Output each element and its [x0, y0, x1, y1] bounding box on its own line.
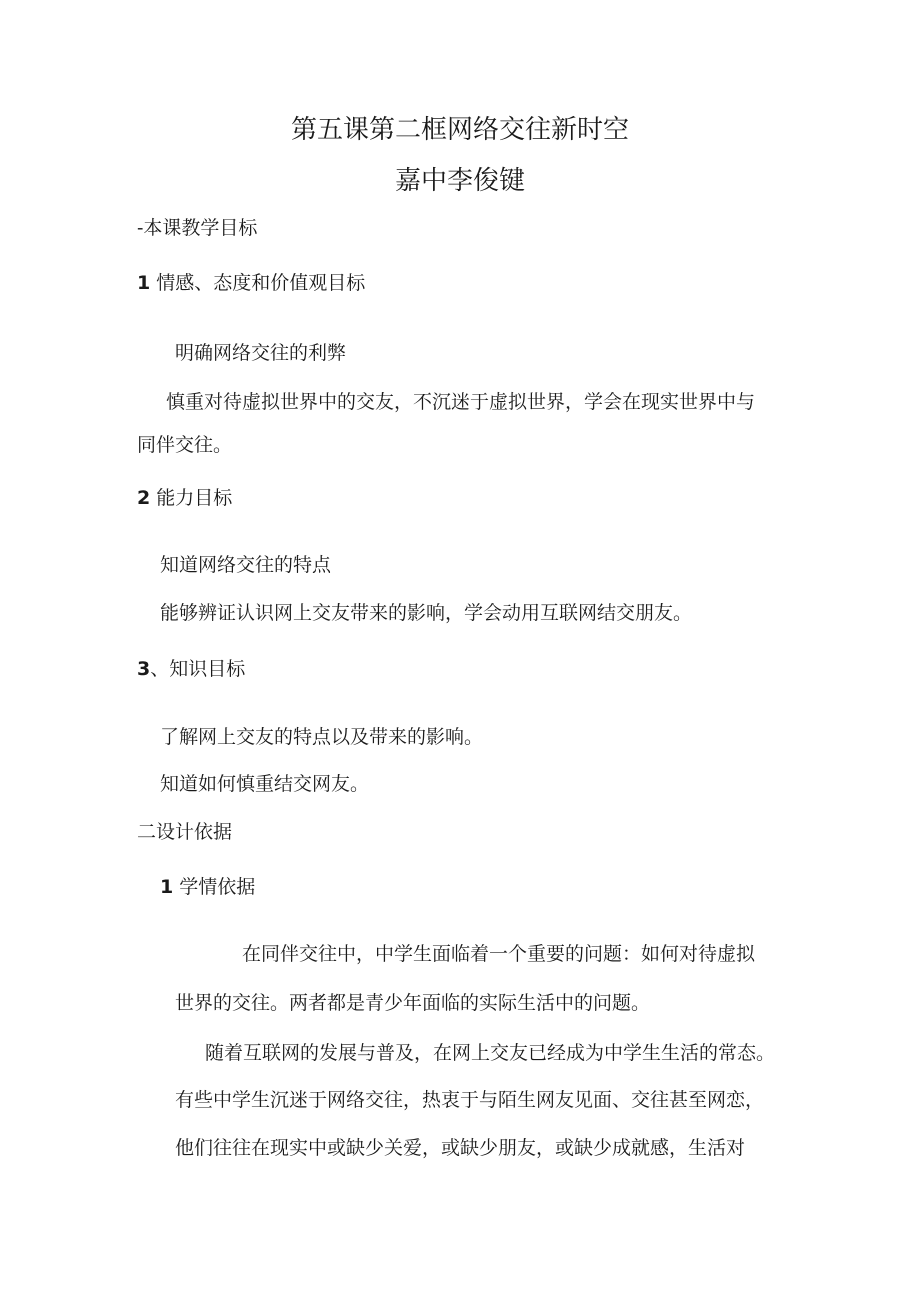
section-heading-design-basis: 二设计依据	[137, 821, 233, 843]
goal-number: 3	[137, 658, 151, 680]
goal-item: 能够辨证认识网上交友带来的影响，学会动用互联网结交朋友。	[160, 602, 693, 624]
goal-number: 1	[137, 272, 151, 294]
body-paragraph-line: 在同伴交往中，中学生面临着一个重要的问题：如何对待虚拟	[242, 943, 756, 965]
body-paragraph-line: 随着互联网的发展与普及，在网上交友已经成为中学生生活的常态。	[205, 1042, 776, 1064]
document-author: 嘉中李俊键	[394, 166, 525, 196]
goal-item: 知道如何慎重结交网友。	[160, 773, 370, 795]
goal-number: 2	[137, 487, 151, 509]
goal-item: 明确网络交往的利弊	[175, 342, 347, 364]
goal-label: 、知识目标	[150, 658, 246, 680]
goal-heading-emotion	[137, 271, 365, 295]
goal-heading-knowledge	[137, 657, 245, 681]
goal-item-continuation: 同伴交往。	[137, 434, 233, 456]
body-paragraph-line: 他们往往在现实中或缺少关爱，或缺少朋友，或缺少成就感，生活对	[175, 1137, 746, 1159]
body-paragraph-line: 有些中学生沉迷于网络交往，热衷于与陌生网友见面、交往甚至网恋，	[175, 1089, 765, 1111]
goal-item: 慎重对待虚拟世界中的交友，不沉迷于虚拟世界，学会在现实世界中与	[166, 391, 756, 413]
goal-heading-ability	[137, 486, 232, 510]
goal-item: 知道网络交往的特点	[160, 554, 332, 576]
goal-label: 能力目标	[156, 487, 233, 509]
document-title: 第五课第二框网络交往新时空	[290, 115, 629, 145]
subsection-heading-student	[160, 875, 255, 899]
section-heading-objectives: -本课教学目标	[137, 217, 258, 239]
subsection-label: 学情依据	[179, 876, 256, 898]
subsection-number: 1	[160, 876, 174, 898]
body-paragraph-line: 世界的交往。两者都是青少年面临的实际生活中的问题。	[175, 992, 651, 1014]
goal-label: 情感、态度和价值观目标	[156, 272, 366, 294]
goal-item: 了解网上交友的特点以及带来的影响。	[160, 726, 484, 748]
